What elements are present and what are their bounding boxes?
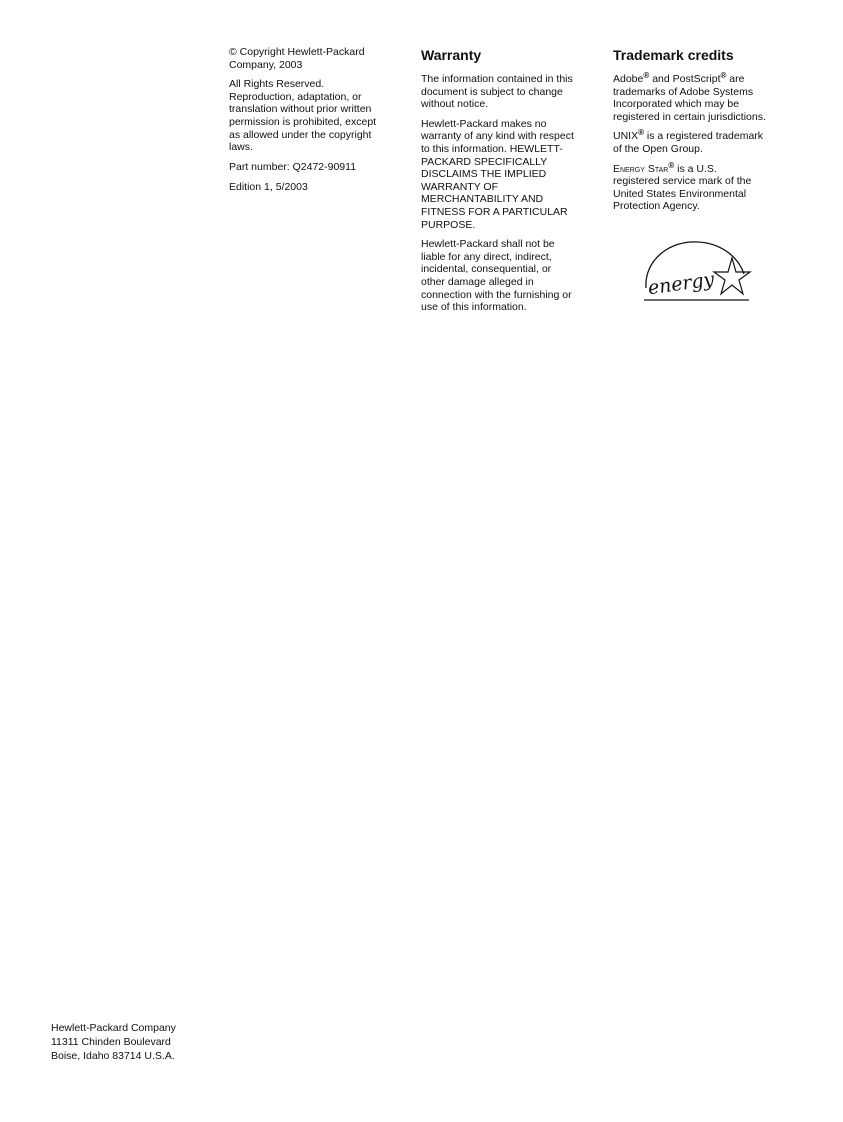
warranty-paragraph-disclaimer: Hewlett-Packard makes no warranty of any kind with respect to this information. HEWLETT- PACKARD SPECIFICALLY DISCLAIMS THE IMPLIED WARRANTY OF MERCHANTABILITY AND FITNESS FOR A PARTICULAR PURPOSE.	[421, 117, 574, 231]
energy-logo-text: energy	[646, 268, 716, 300]
adobe-postscript: and PostScript	[649, 73, 721, 85]
registered-mark: ®	[668, 160, 675, 170]
energy-star-name: Energy Star	[613, 162, 669, 175]
adobe-statement: are trademarks of Adobe Systems Incorporated which may be registered in certain jurisdictions.	[613, 73, 766, 123]
company-address: Hewlett-Packard Company 11311 Chinden Boulevard Boise, Idaho 83714 U.S.A.	[51, 1022, 176, 1062]
part-number: Part number: Q2472-90911	[229, 160, 357, 173]
trademark-unix	[613, 130, 788, 155]
energy-star-logo	[640, 238, 752, 306]
warranty-heading: Warranty	[421, 47, 482, 63]
copyright-notice: © Copyright Hewlett-Packard Company, 2003	[229, 46, 365, 71]
registered-mark: ®	[720, 71, 727, 80]
copyright-column	[229, 46, 404, 201]
registered-mark: ®	[638, 128, 644, 138]
adobe-name: Adobe	[613, 73, 644, 85]
energy-star-statement: is a U.S. registered service mark of the United States Environmental Protection Agency.	[613, 162, 752, 213]
warranty-paragraph-notice: The information contained in this document is subject to change without notice.	[421, 73, 573, 111]
trademark-column	[613, 46, 788, 220]
rights-statement: All Rights Reserved. Reproduction, adaptation, or translation without prior written permission is prohibited, except as allowed under the copyright laws.	[229, 78, 377, 154]
trademark-heading: Trademark credits	[613, 47, 734, 63]
unix-statement: is a registered trademark of the Open Group.	[613, 130, 764, 155]
unix-name: UNIX	[613, 130, 639, 143]
trademark-adobe	[613, 73, 788, 123]
registered-mark: ®	[643, 71, 650, 80]
trademark-energy-star	[613, 160, 788, 213]
edition: Edition 1, 5/2003	[229, 181, 308, 194]
warranty-paragraph-liability: Hewlett-Packard shall not be liable for any direct, indirect, incidental, consequential, or other damage alleged in connection with the furnishing or use of this information.	[421, 238, 572, 314]
warranty-column	[421, 46, 591, 321]
